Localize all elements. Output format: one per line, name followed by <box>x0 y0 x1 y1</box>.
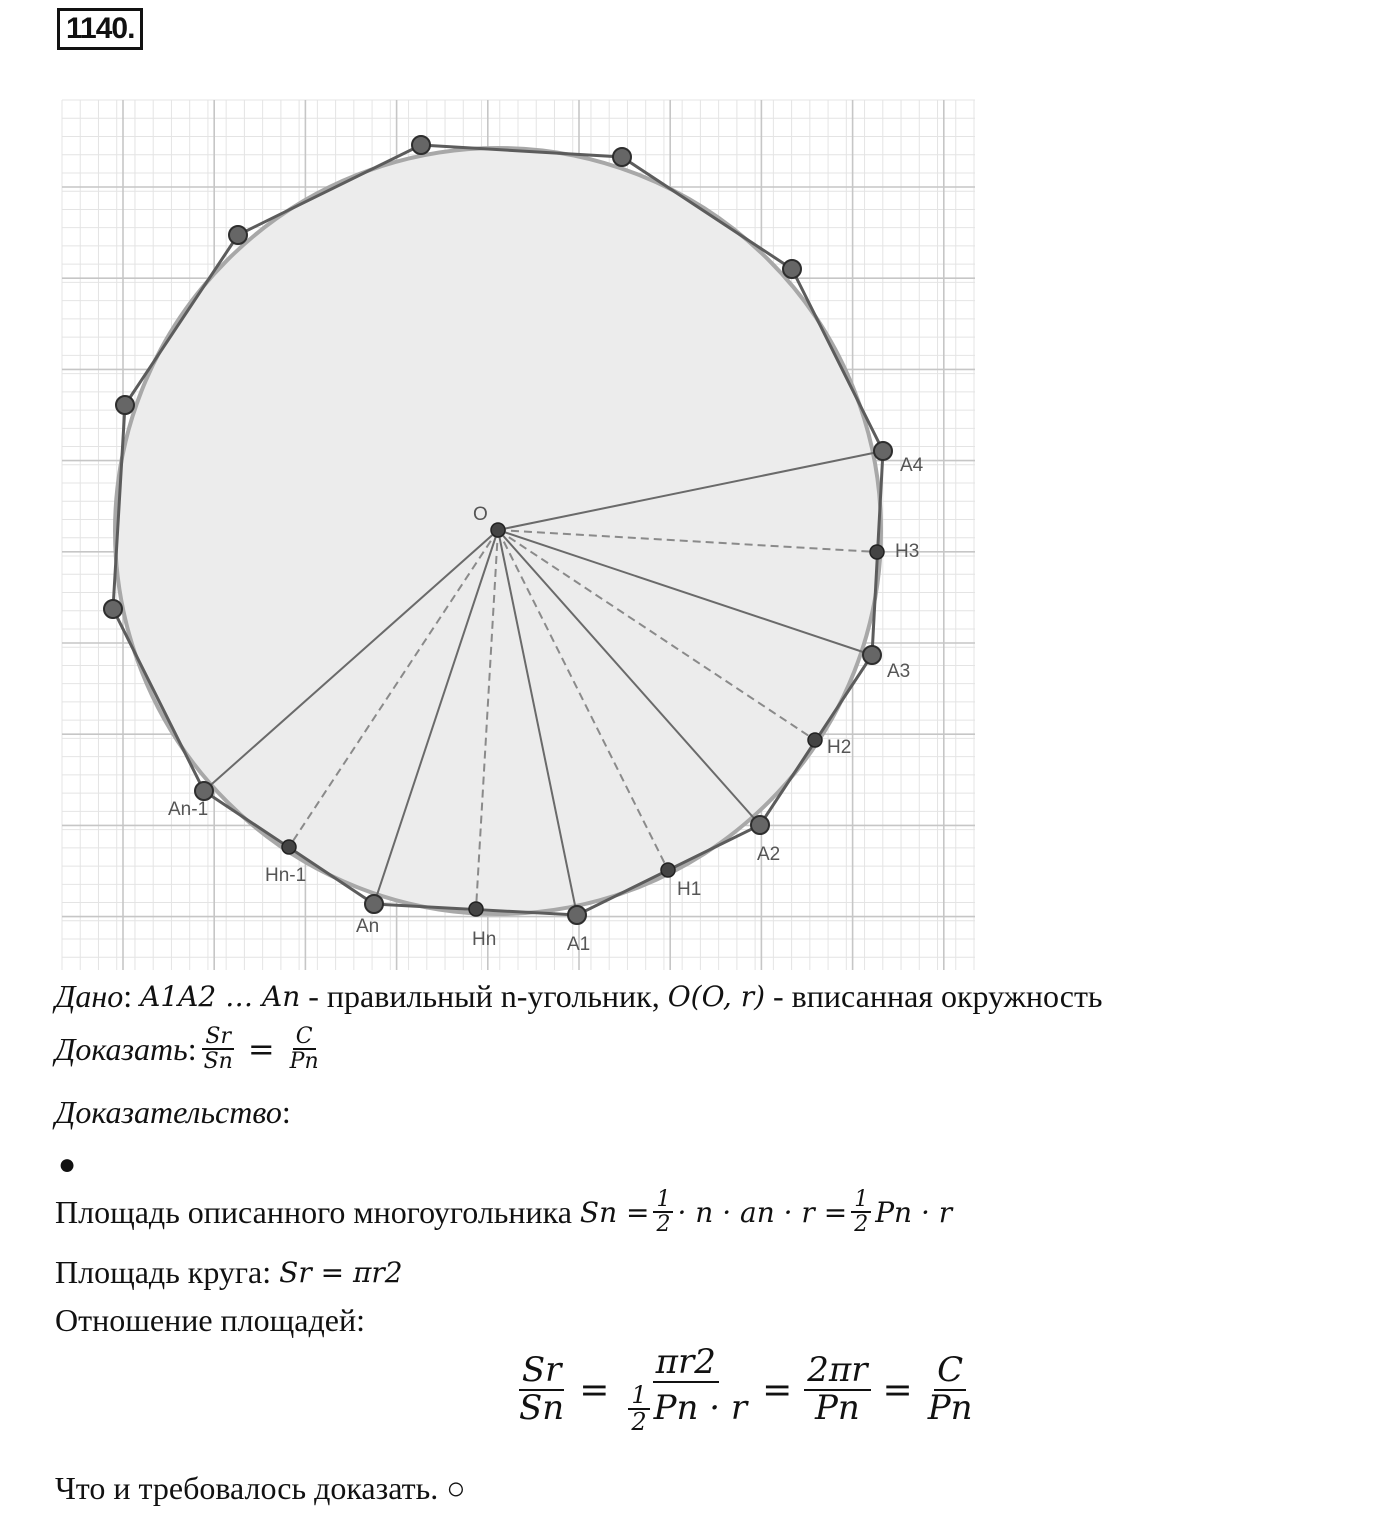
vertex-point <box>751 816 769 834</box>
area-circle-line <box>55 1254 403 1291</box>
area-polygon-text: Площадь описанного многоугольника <box>55 1193 580 1230</box>
label-h1: H1 <box>677 879 702 900</box>
label-hn-1: Hn-1 <box>265 865 307 886</box>
label-a3: A3 <box>887 661 911 682</box>
given-colon: : <box>123 978 133 1014</box>
prove-label: Доказать <box>55 1030 188 1067</box>
given-label: Дано <box>55 978 124 1014</box>
problem-number: 1140. <box>57 8 143 50</box>
proof-label: Доказательство <box>55 1094 282 1130</box>
ratio-frac-2 <box>621 1342 750 1436</box>
ratio-text: Отношение площадей: <box>55 1302 365 1338</box>
area-circle-text: Площадь круга: <box>55 1254 280 1290</box>
ratio-pn: Pn <box>815 1388 860 1429</box>
ratio-inner-half <box>628 1380 649 1436</box>
prove-numerator-2: C <box>293 1025 316 1050</box>
foot-point <box>870 545 884 559</box>
ratio-pir2: πr2 <box>653 1345 719 1383</box>
label-an-1: An-1 <box>168 799 209 820</box>
vertex-point <box>116 396 134 414</box>
prove-denominator: Sn <box>203 1049 233 1075</box>
proof-colon: : <box>281 1094 291 1130</box>
label-an: An <box>356 916 380 937</box>
ratio-sr: Sr <box>519 1353 565 1391</box>
bullet-point: ● <box>58 1148 77 1181</box>
ratio-eq-3: = <box>882 1369 913 1411</box>
ratio-text-line <box>55 1302 365 1339</box>
ratio-c: C <box>934 1353 966 1391</box>
ratio-half-pn-r-wrap <box>621 1380 750 1436</box>
vertex-point <box>229 226 247 244</box>
ratio-half-pn-r: Pn · r <box>653 1388 748 1429</box>
ratio-frac-4 <box>925 1350 976 1429</box>
ratio-frac-1 <box>516 1350 567 1429</box>
ratio-formula <box>512 1342 979 1436</box>
label-a1: A1 <box>567 934 591 955</box>
proof-line <box>55 1094 291 1131</box>
ratio-pn-2: Pn <box>927 1388 973 1429</box>
vertex-point <box>783 260 801 278</box>
geometry-figure <box>55 95 980 975</box>
given-line <box>55 978 1103 1015</box>
area-polygon-formula-b: · n · an · r = <box>677 1195 848 1229</box>
vertex-point <box>863 646 881 664</box>
label-a2: A2 <box>757 844 781 865</box>
label-h2: H2 <box>827 737 852 758</box>
vertex-point <box>568 906 586 924</box>
half-denominator: 2 <box>656 1212 671 1238</box>
vertex-point <box>365 895 383 913</box>
foot-point <box>469 902 483 916</box>
prove-fraction-right <box>287 1025 322 1073</box>
conclusion-text: Что и требовалось доказать. ○ <box>55 1470 466 1506</box>
label-h3: H3 <box>895 541 920 562</box>
ratio-sn: Sn <box>519 1388 565 1429</box>
vertex-point <box>104 600 122 618</box>
area-circle-formula: Sr = πr2 <box>279 1256 403 1289</box>
foot-point <box>282 840 296 854</box>
ratio-eq-1: = <box>579 1369 610 1411</box>
prove-denominator-2: Pn <box>289 1049 319 1075</box>
prove-colon: : <box>187 1030 197 1067</box>
area-polygon-line <box>55 1188 952 1236</box>
given-end: - вписанная окружность <box>765 978 1103 1014</box>
given-mid: - правильный n-угольник, <box>300 978 668 1014</box>
conclusion-line <box>55 1470 466 1507</box>
area-polygon-half-2 <box>851 1188 871 1236</box>
area-polygon-formula-a: Sn = <box>579 1195 650 1229</box>
area-polygon-formula-c: Pn · r <box>875 1195 953 1229</box>
half-denominator-2: 2 <box>854 1212 869 1238</box>
prove-fraction-left <box>201 1025 236 1073</box>
vertex-point <box>412 136 430 154</box>
ratio-eq-2: = <box>762 1369 793 1411</box>
label-o: O <box>473 504 488 525</box>
foot-point <box>661 863 675 877</box>
ratio-2pir: 2πr <box>804 1353 870 1391</box>
prove-equals: = <box>247 1030 275 1069</box>
vertex-point <box>195 782 213 800</box>
label-a4: A4 <box>900 455 924 476</box>
ratio-inner-half-den: 2 <box>631 1407 647 1436</box>
center-point <box>491 523 505 537</box>
half-numerator: 1 <box>653 1188 673 1213</box>
vertex-point <box>613 148 631 166</box>
ratio-inner-half-num: 1 <box>628 1383 649 1410</box>
prove-numerator: Sr <box>202 1025 234 1050</box>
ratio-frac-3 <box>804 1350 870 1429</box>
label-hn: Hn <box>472 929 497 950</box>
given-polygon: A1A2 … An <box>140 980 301 1013</box>
half-numerator-2: 1 <box>851 1188 871 1213</box>
area-polygon-half-1 <box>653 1188 673 1236</box>
given-circle: O(O, r) <box>667 980 766 1013</box>
vertex-point <box>874 442 892 460</box>
foot-point <box>808 733 822 747</box>
prove-line <box>55 1025 326 1073</box>
